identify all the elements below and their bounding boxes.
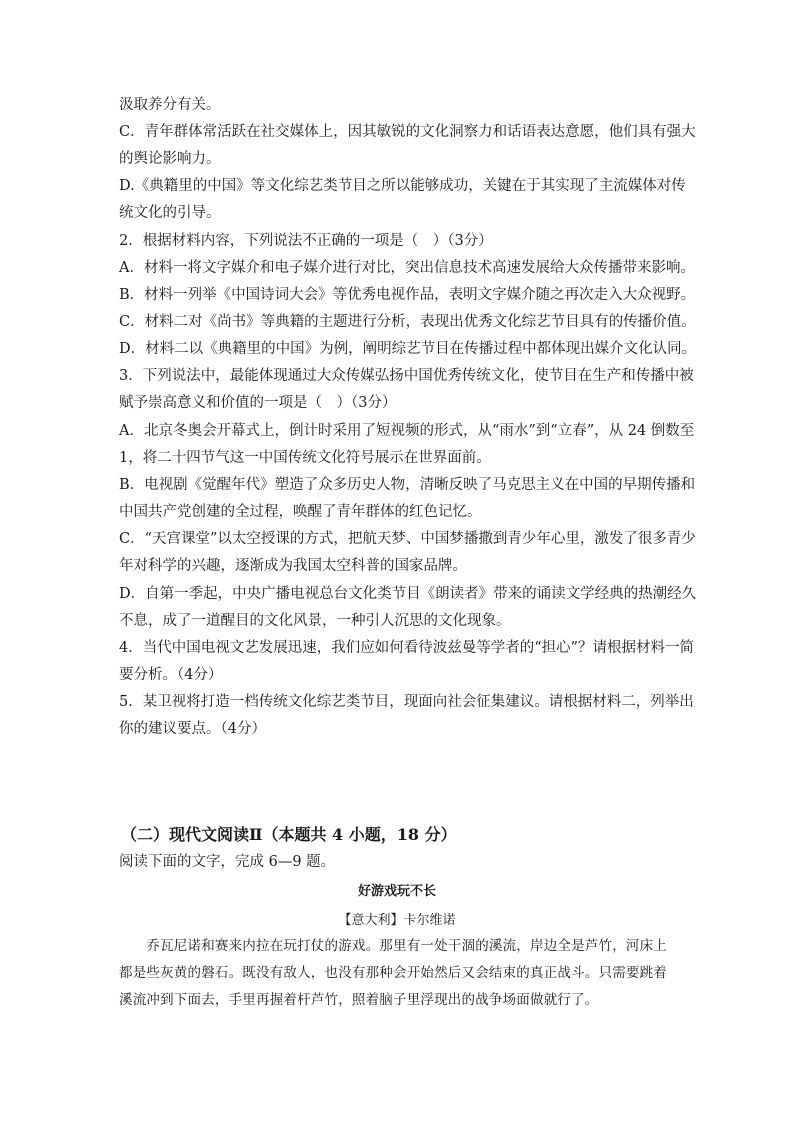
text-line: 汲取养分有关。 <box>119 97 221 113</box>
option-b-cont: 中国共产党创建的全过程，唤醒了青年群体的红色记忆。 <box>119 504 482 520</box>
option-a: A．材料一将文字媒介和电子媒介进行对比，突出信息技术高速发展给大众传播带来影响。 <box>119 260 695 276</box>
option-a: A．北京冬奥会开幕式上，倒计时采用了短视频的形式，从“雨水”到“立春”，从 24 倒数至 <box>119 423 695 439</box>
option-a-cont: 1，将二十四节气这一中国传统文化符号展示在世界面前。 <box>119 450 491 466</box>
section-heading: （二）现代文阅读Ⅱ（本题共 4 小题，18 分） <box>121 825 457 844</box>
question-5: 5．某卫视将打造一档传统文化综艺类节目，现面向社会征集建议。请根据材料二，列举出 <box>119 694 694 710</box>
option-c: C．“天宫课堂”以太空授课的方式，把航天梦、中国梦播撒到青少年心里，激发了很多青少 <box>119 531 696 547</box>
passage-line: 乔瓦尼诺和赛来内拉在玩打仗的游戏。那里有一处干涸的溪流，岸边全是芦竹，河床上 <box>119 938 667 954</box>
option-c: C．材料二对《尚书》等典籍的主题进行分析，表现出优秀文化综艺节目具有的传播价值。 <box>119 314 696 330</box>
question-4-cont: 要分析。（4分） <box>119 667 223 683</box>
option-b: B．材料一列举《中国诗词大会》等优秀电视作品，表明文字媒介随之再次走入大众视野。 <box>119 287 696 303</box>
option-d-cont: 不息，成了一道醒目的文化风景，一种引人沉思的文化现象。 <box>119 613 511 629</box>
option-c-cont: 年对科学的兴趣，逐渐成为我国太空科普的国家品牌。 <box>119 558 467 574</box>
passage-line: 都是些灰黄的磐石。既没有敌人，也没有那种会开始然后又会结束的真正战斗。只需要跳着 <box>119 965 667 981</box>
text-line: 统文化的引导。 <box>119 205 221 221</box>
option-d: D．材料二以《典籍里的中国》为例，阐明综艺节目在传播过程中都体现出媒介文化认同。 <box>119 341 697 357</box>
passage-line: 溪流冲到下面去，手里再握着杆芦竹，照着脑子里浮现出的战争场面做就行了。 <box>119 992 599 1008</box>
option-d: D．自第一季起，中央广播电视总台文化类节目《朗读者》带来的诵读文学经典的热潮经久 <box>119 586 697 602</box>
text-line: 的舆论影响力。 <box>119 151 221 167</box>
instruction: 阅读下面的文字，完成 6—9 题。 <box>119 854 336 870</box>
question-3: 3．下列说法中，最能体现通过大众传媒弘扬中国优秀传统文化，使节目在生产和传播中被 <box>119 368 694 384</box>
option-b: B．电视剧《觉醒年代》塑造了众多历史人物，清晰反映了马克思主义在中国的早期传播和 <box>119 477 696 493</box>
story-author: 【意大利】卡尔维诺 <box>338 913 456 928</box>
text-line: C．青年群体常活跃在社交媒体上，因其敏锐的文化洞察力和话语表达意愿，他们具有强大 <box>119 124 696 140</box>
question-5-cont: 你的建议要点。（4分） <box>119 721 266 737</box>
question-3-cont: 赋予崇高意义和价值的一项是（ ）（3分） <box>119 395 397 411</box>
question-4: 4．当代中国电视文艺发展迅速，我们应如何看待波兹曼等学者的“担心”？请根据材料一简 <box>119 640 695 656</box>
question-2: 2．根据材料内容，下列说法不正确的一项是（ ）（3分） <box>119 233 493 249</box>
story-title: 好游戏玩不长 <box>357 884 436 899</box>
text-line: D.《典籍里的中国》等文化综艺类节目之所以能够成功，关键在于其实现了主流媒体对传 <box>119 178 686 194</box>
